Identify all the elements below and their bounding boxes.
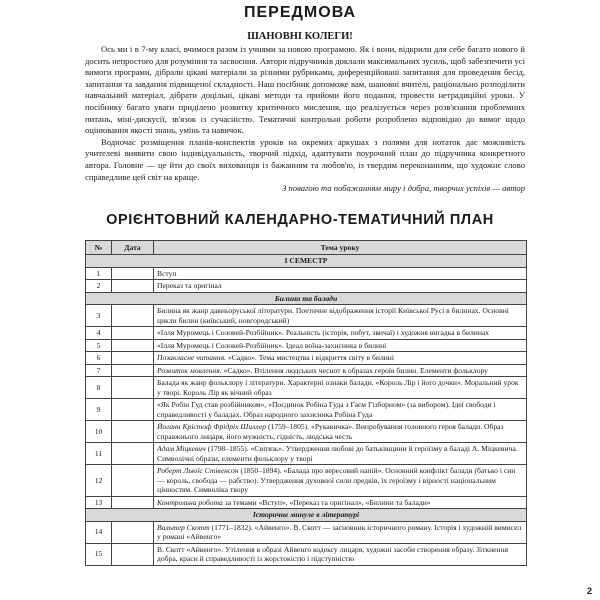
table-row: [86, 496, 527, 509]
row-number: 4: [86, 327, 112, 340]
row-topic-text: за темами «Вступ», «Переказ та оригінал», «Билини та балади»: [222, 497, 431, 507]
row-number: 15: [86, 543, 112, 565]
row-date: [112, 364, 154, 377]
table-row: [86, 280, 527, 293]
row-topic-emphasis: Розвиток мовлення.: [157, 365, 222, 375]
intro-paragraph-1: Ось ми і в 7-му класі, вчимося разом із учнями за новою програмою. Як і вони, відкрили для себе багато нового й досить непростого для розуміння та засвоєння. Автори підручників доклали максимальних зусиль, щоб забезпечити усі вимоги програми, дібрали цікаві матеріали за різними рубриками, диференційовані запитання для проведення бесід, запитання та завдання підвищеної складності. Наш посібник допоможе вам, шановні вчителі, раціонально розподілити навчальний матеріал, дібрати доцільні, цікаві методи та прийоми його подання, провести нетрадиційні уроки. У посібнику багато уваги приділено розвитку критичного мислення, що реалізується через розв'язання проблемних питань, міні-дискусії, зв'язок із сучасністю. Тематичні контрольні роботи розроблено відповідно до вимог щодо оцінювання якості знань, умінь та навичок.: [85, 44, 525, 136]
row-number: 6: [86, 352, 112, 365]
row-date: [112, 305, 154, 327]
row-number: 11: [86, 443, 112, 465]
table-row: [86, 443, 527, 465]
row-topic: [154, 364, 527, 377]
row-topic: Билина як жанр давньоруської літератури. Поетичне відображення історії Київської Русі в билинах. Основні цикли билин (київський, новгородський): [154, 305, 527, 327]
row-date: [112, 267, 154, 280]
row-topic-text: (1771–1832). «Айвенго». В. Скотт — засновник історичного роману. Історія і художній вимисел у романі «Айвенго»: [157, 522, 522, 541]
row-topic-emphasis: Позакласне читання.: [157, 353, 227, 362]
row-topic-text: «Садко». Втілення людських чеснот в образах героїв билин. Елементи фольклору: [221, 365, 488, 375]
row-date: [112, 443, 154, 465]
row-topic: «Ілля Муромець і Соловей-Розбійник». Ідеал воїна-захисника в билині: [154, 339, 527, 352]
row-topic: Переказ та оригінал: [154, 280, 527, 293]
row-date: [112, 543, 154, 565]
table-header-row: [86, 241, 527, 255]
table-row: [86, 339, 527, 352]
row-number: 1: [86, 267, 112, 280]
row-date: [112, 399, 154, 421]
row-topic: Вступ: [154, 267, 527, 280]
row-topic: [154, 465, 527, 497]
table-row: [86, 327, 527, 340]
section-bylyny: Билини та балади: [86, 292, 527, 305]
table-row: [86, 465, 527, 497]
row-topic: [154, 443, 527, 465]
row-date: [112, 339, 154, 352]
row-number: 14: [86, 521, 112, 543]
page-number: 2: [586, 586, 592, 596]
section-row: [86, 509, 527, 522]
row-topic-emphasis: Роберт Льюїс Стівенсон: [157, 466, 239, 475]
row-topic: [154, 496, 527, 509]
header-num: №: [86, 241, 112, 255]
section-semester: І СЕМЕСТР: [86, 255, 527, 268]
row-date: [112, 377, 154, 399]
row-topic-emphasis: Йоганн Крістоф Фрідріх Шиллер: [157, 422, 267, 431]
header-date: Дата: [112, 241, 154, 255]
row-date: [112, 465, 154, 497]
row-topic-text: «Садко». Тема мистецтва і відкриття світу в билині: [226, 353, 394, 362]
table-row: [86, 267, 527, 280]
intro-closing: З повагою та побажанням миру і добра, творчих успіхів — автор: [282, 183, 525, 194]
row-date: [112, 352, 154, 365]
row-number: 9: [86, 399, 112, 421]
row-number: 12: [86, 465, 112, 497]
row-topic: [154, 421, 527, 443]
row-topic: [154, 521, 527, 543]
row-topic-emphasis: Вальтер Скотт: [157, 522, 210, 532]
table-row: [86, 421, 527, 443]
row-date: [112, 280, 154, 293]
plan-title: ОРІЄНТОВНИЙ КАЛЕНДАРНО-ТЕМАТИЧНИЙ ПЛАН: [106, 212, 494, 228]
section-row: [86, 292, 527, 305]
row-number: 13: [86, 496, 112, 509]
row-topic: [154, 352, 527, 365]
row-topic-emphasis: Адам Міцкевич: [157, 444, 206, 453]
intro-text: [85, 44, 525, 195]
page-title: ПЕРЕДМОВА: [244, 4, 356, 21]
row-topic-emphasis: Контрольна робота: [157, 497, 223, 507]
section-history: Історичне минуле в літературі: [86, 509, 527, 522]
row-date: [112, 496, 154, 509]
section-row: [86, 255, 527, 268]
table-row: [86, 377, 527, 399]
row-number: 3: [86, 305, 112, 327]
row-number: 8: [86, 377, 112, 399]
row-number: 2: [86, 280, 112, 293]
intro-paragraph-2: Водночас розміщення планів-конспектів уроків на окремих аркушах з полями для нотаток дає можливість учителеві виявити свою індивідуальність, творчий підхід, адаптувати поурочний план до підручника конкретного автора. Головне — це йти до своїх вихованців із бажанням та любов'ю, із твердим переконанням, що художнє слово справедливе цей світ на краще.: [85, 136, 525, 182]
header-topic: Тема уроку: [154, 241, 527, 255]
row-date: [112, 327, 154, 340]
row-topic-text: (1759–1805). «Рукавичка». Випробування головного героя балади. Образ справжнього лицаря, його мужність, гідність, людська честь: [157, 422, 504, 441]
row-number: 10: [86, 421, 112, 443]
table-row: [86, 543, 527, 565]
table-row: [86, 399, 527, 421]
row-number: 5: [86, 339, 112, 352]
row-topic: «Ілля Муромець і Соловей-Розбійник». Реальність (історія, побут, звичаї) і художня вигадка в билинах: [154, 327, 527, 340]
row-topic: В. Скотт «Айвенго». Утілення в образі Айвенго кодексу лицаря, художні засоби створення образу. Зіткнення добра, краси й справедливості із жорстокістю і підступністю: [154, 543, 527, 565]
row-topic-text: (1850–1894). «Балада про вересовий напій». Основний конфлікт балади (батько і син — король, свобода — рабство). Утвердження духовної сили предків, їх героїзму і вірності національним цінностям. Символіка твору: [157, 466, 516, 494]
row-topic-text: (1798–1855). «Світязь». Утвердження любові до батьківщини й героїзму в баладі А. Міцкевича. Символічні образи, елементи фольклору у творі: [157, 444, 518, 463]
row-date: [112, 421, 154, 443]
table-row: [86, 364, 527, 377]
table-row: [86, 521, 527, 543]
plan-table: [85, 240, 527, 566]
row-topic: «Як Робін Гуд став розбійником», «Поєдинок Робіна Гуда з Гаєм Гізборном» (за вибором). Ідеї свободи і справедливості у баладах. Образ народного захисника Робіна Гуда: [154, 399, 527, 421]
greeting: ШАНОВНІ КОЛЕГИ!: [247, 31, 353, 42]
table-row: [86, 352, 527, 365]
table-row: [86, 305, 527, 327]
row-date: [112, 521, 154, 543]
row-topic: Балада як жанр фольклору і літератури. Характерні ознаки балади. «Король Лір і його дочки». Моральний урок у творі. Король Лір як вічний образ: [154, 377, 527, 399]
row-number: 7: [86, 364, 112, 377]
